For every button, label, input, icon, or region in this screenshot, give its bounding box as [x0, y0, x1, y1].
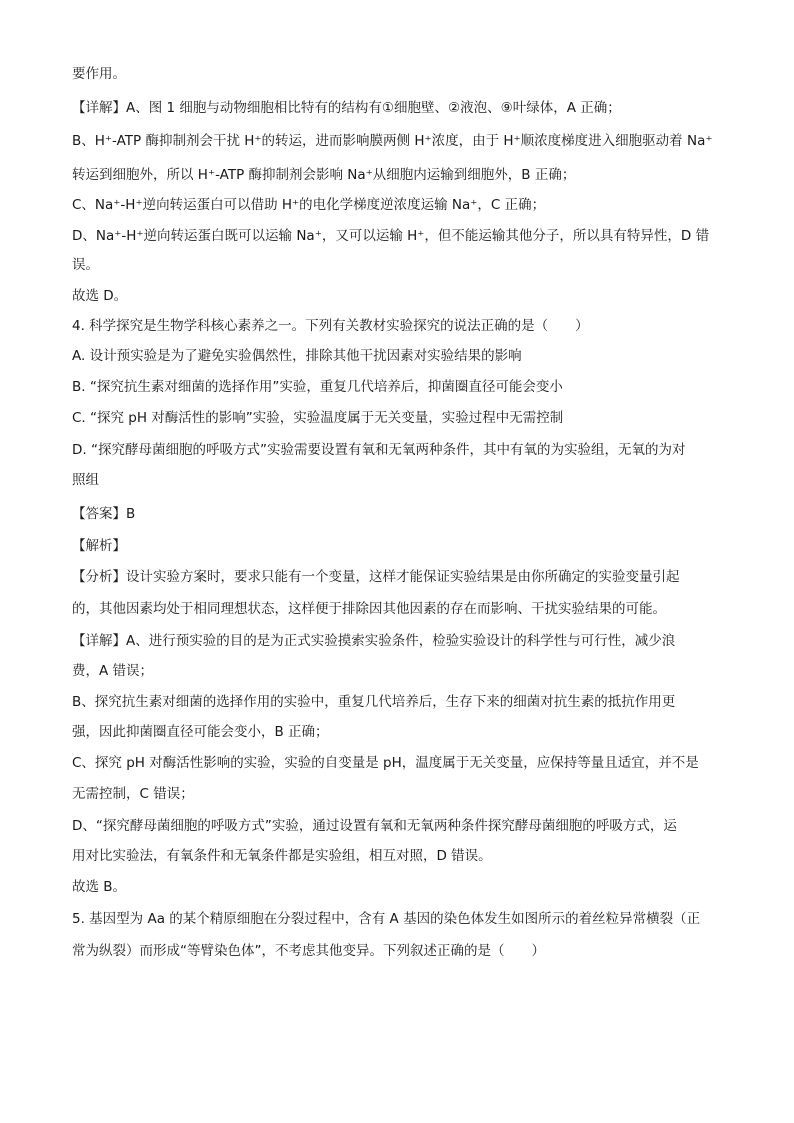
option-c: C. “探究 pH 对酶活性的影响”实验，实验温度属于无关变量，实验过程中无需控制: [72, 410, 564, 426]
analysis-label: 【解析】: [72, 538, 126, 554]
text-line: 转运到细胞外，所以 H⁺-ATP 酶抑制剂会影响 Na⁺从细胞内运输到细胞外，B 正确；: [72, 167, 576, 183]
text-line: 费，A 错误；: [72, 663, 154, 679]
text-line: 强，因此抑菌圈直径可能会变小，B 正确；: [72, 724, 329, 740]
text-line: C、探究 pH 对酶活性影响的实验，实验的自变量是 pH，温度属于无关变量，应保持等量且适宜，并不是: [72, 755, 699, 771]
option-d: D. “探究酵母菌细胞的呼吸方式”实验需要设置有氧和无氧两种条件，其中有氧的为实验组，无氧的为对: [72, 442, 686, 458]
text-line: B、H⁺-ATP 酶抑制剂会干扰 H⁺的转运，进而影响膜两侧 H⁺浓度，由于 H⁺顺浓度梯度进入细胞驱动着 Na⁺: [72, 133, 713, 149]
option-a: A. 设计预实验是为了避免实验偶然性，排除其他干扰因素对实验结果的影响: [72, 348, 522, 364]
text-line: D、“探究酵母菌细胞的呼吸方式”实验，通过设置有氧和无氧两种条件探究酵母菌细胞的呼吸方式，运: [72, 818, 677, 834]
text-line: 误。: [72, 257, 99, 273]
question-stem: 4. 科学探究是生物学科核心素养之一。下列有关教材实验探究的说法正确的是（ ）: [72, 318, 589, 334]
text-line: 照组: [72, 472, 99, 488]
answer-label: 【答案】B: [72, 506, 136, 522]
text-line: 用对比实验法，有氧条件和无氧条件都是实验组，相互对照，D 错误。: [72, 848, 492, 864]
text-line: 【详解】A、图 1 细胞与动物细胞相比特有的结构有①细胞壁、②液泡、⑨叶绿体，A 正确；: [72, 100, 621, 116]
text-line: 要作用。: [72, 66, 126, 82]
option-b: B. “探究抗生素对细菌的选择作用”实验，重复几代培养后，抑菌圈直径可能会变小: [72, 379, 563, 395]
text-line: B、探究抗生素对细菌的选择作用的实验中，重复几代培养后，生存下来的细菌对抗生素的抵抗作用更: [72, 694, 676, 710]
text-line: 故选 D。: [72, 288, 128, 304]
question-stem: 5. 基因型为 Aa 的某个精原细胞在分裂过程中，含有 A 基因的染色体发生如图所示的着丝粒异常横裂（正: [72, 911, 701, 927]
text-line: 无需控制，C 错误；: [72, 786, 194, 802]
text-line: 故选 B。: [72, 879, 127, 895]
text-line: 【分析】设计实验方案时，要求只能有一个变量，这样才能保证实验结果是由你所确定的实验变量引起: [72, 569, 680, 585]
text-line: 常为纵裂）而形成“等臂染色体”，不考虑其他变异。下列叙述正确的是（ ）: [72, 943, 545, 959]
text-line: 的，其他因素均处于相同理想状态，这样便于排除因其他因素的存在而影响、干扰实验结果的可能。: [72, 601, 666, 617]
text-line: 【详解】A、进行预实验的目的是为正式实验摸索实验条件，检验实验设计的科学性与可行性，减少浪: [72, 633, 676, 649]
text-line: C、Na⁺-H⁺逆向转运蛋白可以借助 H⁺的电化学梯度逆浓度运输 Na⁺，C 正确；: [72, 197, 546, 213]
text-line: D、Na⁺-H⁺逆向转运蛋白既可以运输 Na⁺，又可以运输 H⁺，但不能运输其他分子，所以具有特异性，D 错: [72, 228, 710, 244]
